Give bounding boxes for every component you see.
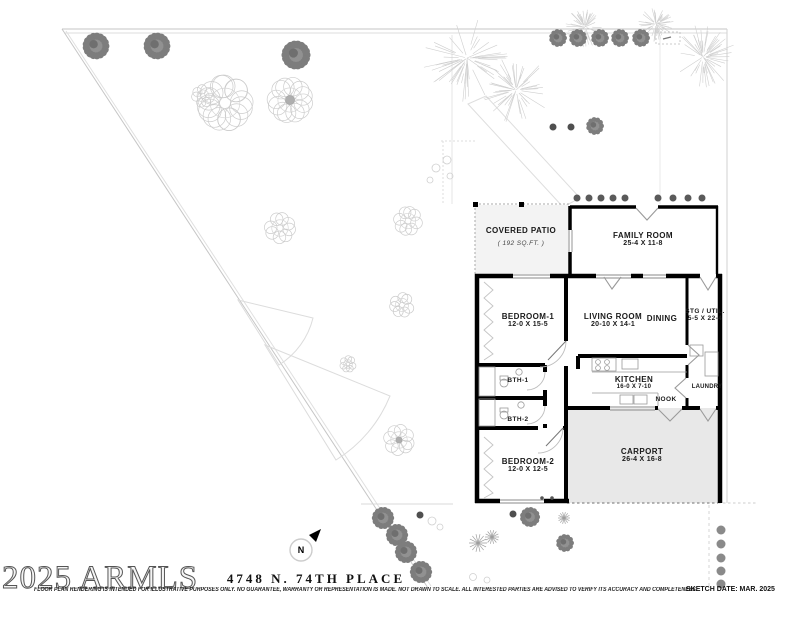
compass-north-label: N [297, 545, 305, 555]
armls-watermark: 2025 ARMLS [2, 560, 199, 596]
room-label-bth-1: BTH-1 [507, 377, 529, 384]
room-label-family-room: FAMILY ROOM 25-4 X 11-8 [613, 231, 673, 248]
room-label-stg-util: STG / UTIL. 5-5 X 22-4 [685, 308, 725, 323]
closet-marks [484, 282, 493, 498]
room-label-living-room: LIVING ROOM 20-10 X 14-1 [583, 312, 643, 329]
disclaimer-text: FLOOR PLAN RENDERING IS INTENDED FOR ILLUSTRATIVE PURPOSES ONLY. NO GUARANTEE, WARRANTY OR REPRESENTATION IS MADE. NOT DRAWN TO SCALE. ALL INTERESTED PARTIES ARE ADVISED TO VERIFY ITS ACCURACY AND COMPLETENESS. [34, 587, 698, 593]
room-label-bth-2: BTH-2 [507, 416, 529, 423]
gate-swing-arcs [238, 300, 390, 460]
room-label-kitchen: KITCHEN 16-0 X 7-10 [614, 375, 654, 391]
room-label-bedroom-2: BEDROOM-2 12-0 X 12-5 [501, 457, 555, 474]
room-label-nook: NOOK [655, 396, 677, 403]
property-address: 4748 N. 74TH PLACE [226, 571, 406, 586]
room-label-carport: CARPORT 26-4 X 16-8 [620, 447, 664, 464]
property-boundary [62, 29, 727, 590]
room-label-dining: DINING [646, 314, 678, 323]
sketch-date: SKETCH DATE: MAR. 2025 [686, 586, 775, 593]
room-label-laundry: LAUNDRY [691, 384, 723, 390]
room-label-bedroom-1: BEDROOM-1 12-0 X 15-5 [501, 312, 555, 329]
room-label-covered-patio: COVERED PATIO ( 192 SQ.FT. ) [485, 226, 557, 248]
compass-icon [290, 529, 321, 561]
